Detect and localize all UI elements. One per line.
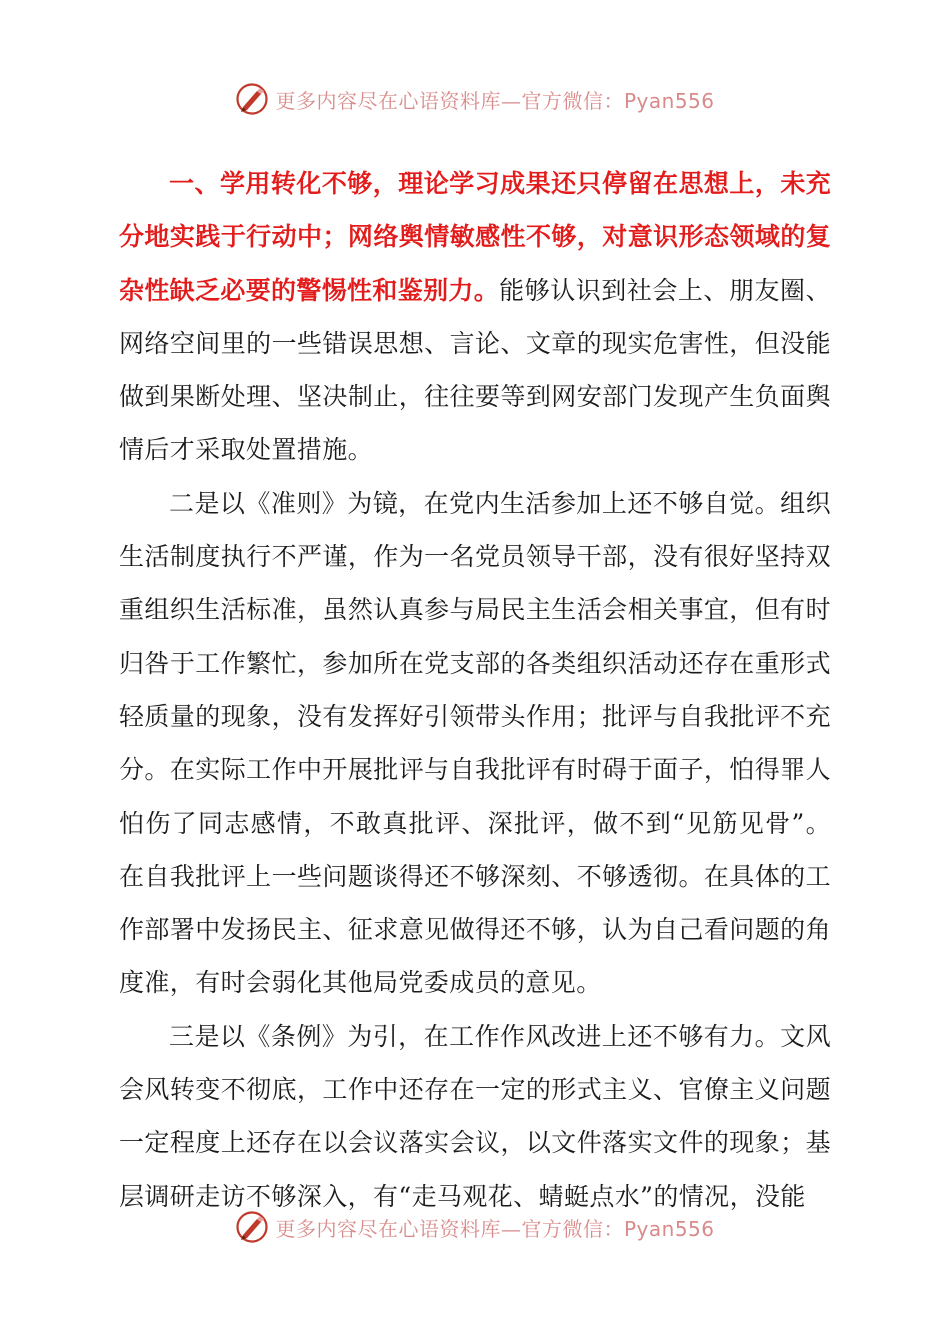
pen-logo-icon [235, 82, 269, 116]
paragraph-text: 二是以《准则》为镜，在党内生活参加上还不够自觉。组织生活制度执行不严谨，作为一名党员领导干部，没有很好坚持双重组织生活标准，虽然认真参与局民主生活会相关事宜，但有时归咎于工作繁忙，参加所在党支部的各类组织活动还存在重形式轻质量的现象，没有发挥好引领带头作用；批评与自我批评不充分。在实际工作中开展批评与自我批评有时碍于面子，怕得罪人怕伤了同志感情，不敢真批评、深批评，做不到“见筋见骨”。在自我批评上一些问题谈得还不够深刻、不够透彻。在具体的工作部署中发扬民主、征求意见做得还不够，认为自己看问题的角度准，有时会弱化其他局党委成员的意见。 [119, 488, 831, 998]
highlighted-heading: 一、学用转化不够，理论学习成果还只停留在思想上，未充分地实践于行动中；网络舆情敏感性不够，对意识形态领域的复杂性缺乏必要的警惕性和鉴别力。 [119, 169, 831, 305]
header-watermark [0, 82, 950, 116]
paragraph-text: 三是以《条例》为引，在工作作风改进上还不够有力。文风会风转变不彻底，工作中还存在一定的形式主义、官僚主义问题一定程度上还存在以会议落实会议，以文件落实文件的现象；基层调研走访不够深入，有“走马观花、蜻蜓点水”的情况，没能 [119, 1021, 831, 1211]
pen-logo-icon [235, 1210, 269, 1244]
footer-watermark [0, 1210, 950, 1244]
paragraph-1 [119, 157, 831, 477]
paragraph-text: 能够认识到社会上、朋友圈、网络空间里的一些错误思想、言论、文章的现实危害性，但没能做到果断处理、坚决制止，往往要等到网安部门发现产生负面舆情后才采取处置措施。 [119, 275, 831, 465]
header-wechat-id: Pyan556 [623, 88, 715, 113]
paragraph-3 [119, 1010, 831, 1223]
footer-wechat-id: Pyan556 [623, 1216, 715, 1241]
footer-watermark-text: 更多内容尽在心语资料库—官方微信：Pyan556 [275, 1216, 715, 1241]
document-body [119, 157, 831, 1223]
header-watermark-text: 更多内容尽在心语资料库—官方微信：Pyan556 [275, 88, 715, 113]
paragraph-2 [119, 477, 831, 1010]
